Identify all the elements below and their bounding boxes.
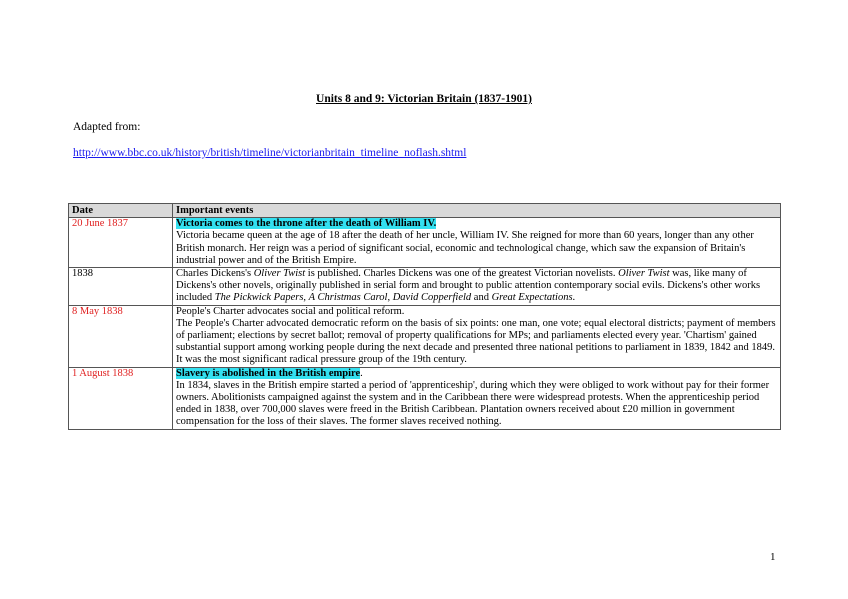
book-title: Oliver Twist xyxy=(618,268,670,280)
event-text: . xyxy=(572,292,576,304)
table-row xyxy=(69,268,781,306)
book-title: Great Expectations xyxy=(491,292,573,304)
event-heading: Victoria comes to the throne after the death of William IV. xyxy=(176,218,437,230)
event-text: and xyxy=(471,292,492,304)
row-date: 1838 xyxy=(69,268,173,306)
book-title: Oliver Twist xyxy=(253,268,306,280)
table-row xyxy=(69,218,781,268)
event-text: , xyxy=(387,292,393,304)
event-text: is published. Charles Dickens was one of the greatest Victorian novelists. xyxy=(305,268,619,280)
source-link[interactable]: http://www.bbc.co.uk/history/british/timeline/victorianbritain_timeline_noflash.shtml xyxy=(73,147,467,159)
table-header-row xyxy=(69,204,781,218)
event-heading-tail: . xyxy=(360,367,363,379)
event-text: Charles Dickens's xyxy=(176,268,254,280)
row-date: 1 August 1838 xyxy=(69,367,173,429)
table-row xyxy=(69,305,781,367)
row-events xyxy=(173,218,781,268)
event-body: Victoria became queen at the age of 18 after the death of her uncle, William IV. She reigned for more than 60 years, longer than any other British monarch. Her reign was a period of significant social, economic and technological change, which saw the expansion of Britain's industrial power and of the British Empire. xyxy=(176,230,754,266)
row-date: 20 June 1837 xyxy=(69,218,173,268)
table-row xyxy=(69,367,781,429)
events-column-header: Important events xyxy=(173,204,781,218)
book-title: David Copperfield xyxy=(392,292,472,304)
event-text: , xyxy=(303,292,309,304)
row-events xyxy=(173,268,781,306)
page-number: 1 xyxy=(770,551,776,563)
event-heading: Slavery is abolished in the British empire xyxy=(176,367,361,379)
row-events xyxy=(173,305,781,367)
adapted-from-label: Adapted from: xyxy=(73,121,141,133)
row-events xyxy=(173,367,781,429)
book-title: The Pickwick Papers xyxy=(214,292,304,304)
row-date: 8 May 1838 xyxy=(69,305,173,367)
events-table xyxy=(68,203,781,430)
date-column-header: Date xyxy=(69,204,173,218)
event-body: The People's Charter advocated democratic reform on the basis of six points: one man, one vote; equal electoral districts; payment of members of parliament; elections by secret ballot; removal of property qualifications for MPs; and parliaments elected every year. 'Chartism' gained substantial support among working people during the next decade and presented three national petitions to parliament in 1839, 1842 and 1849. It was the most significant radical pressure group of the 19th century. xyxy=(176,317,776,366)
event-text: was, like many of Dickens's other novels, originally published in serial form and brought to public attention contemporary social evils. Dickens's other works included xyxy=(176,268,761,304)
event-heading: People's Charter advocates social and political reform. xyxy=(176,305,405,317)
page-title: Units 8 and 9: Victorian Britain (1837-1901) xyxy=(316,93,532,105)
book-title: A Christmas Carol xyxy=(308,292,388,304)
event-body: In 1834, slaves in the British empire started a period of 'apprenticeship', during which they were obliged to work without pay for their former owners. Abolitionists campaigned against the system and in the Caribbean there were widespread protests. When the apprenticeship period ended in 1838, over 700,000 slaves were freed in the British Caribbean. Plantation owners received about £20 million in government compensation for the loss of their slaves. The former slaves received nothing. xyxy=(176,379,770,428)
